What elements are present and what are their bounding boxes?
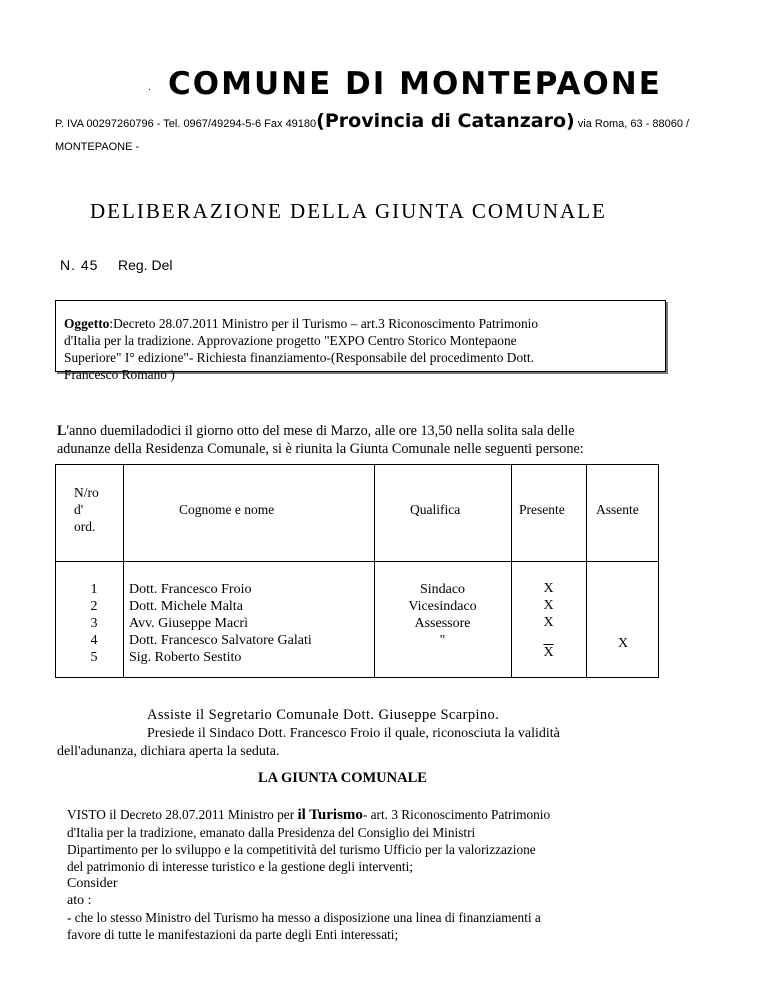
header-num-line: N/ro — [74, 485, 99, 500]
che-text: - che lo stesso Ministro del Turismo ha messo a disposizione una linea di finanziamenti a — [67, 910, 541, 925]
header-num-line: d' — [74, 502, 84, 517]
intro-line: adunanze della Residenza Comunale, si è riunita la Giunta Comunale nelle seguenti persone: — [57, 441, 584, 457]
column-divider — [123, 465, 124, 677]
oggetto-line: Superiore" I° edizione"- Richiesta finanziamento-(Responsabile del procedimento Dott. — [64, 350, 534, 365]
member-name: Dott. Francesco Salvatore Galati — [129, 633, 312, 648]
member-name: Sig. Roberto Sestito — [129, 650, 242, 665]
oggetto-line: Francesco Romano ) — [64, 367, 175, 382]
oggetto-label: Oggetto — [64, 316, 110, 331]
reg-number: N. 45 — [60, 257, 99, 273]
header-num-line: ord. — [74, 519, 96, 534]
member-name: Avv. Giuseppe Macrì — [129, 616, 248, 631]
member-roles — [374, 581, 511, 649]
header-qualifica: Qualifica — [410, 502, 461, 517]
member-role: Sindaco — [419, 582, 466, 597]
info-prefix: P. IVA 00297260796 - Tel. 0967/49294-5-6 Fax 49180 — [55, 118, 317, 130]
oggetto-line: :Decreto 28.07.2011 Ministro per il Turismo – art.3 Riconoscimento Patrimonio — [109, 316, 539, 331]
presente-mark: $\overline{X}$ — [543, 645, 554, 660]
deliberation-body — [67, 806, 667, 943]
row-number: 1 — [90, 582, 98, 597]
header-divider — [56, 561, 658, 562]
oggetto-line: d'Italia per la tradizione. Approvazione progetto "EXPO Centro Storico Montepaone — [64, 333, 517, 348]
header-num — [74, 484, 99, 535]
reg-label: Reg. Del — [118, 257, 173, 273]
municipality-title: COMUNE DI MONTEPAONE — [168, 66, 662, 102]
intro-paragraph — [57, 422, 665, 458]
member-role: Assessore — [414, 616, 471, 631]
visto-text: Dipartimento per lo sviluppo e la competitività del turismo Ufficio per la valorizzazione — [67, 842, 536, 857]
member-name: Dott. Francesco Froio — [129, 582, 252, 597]
che-text: favore di tutte le manifestazioni da parte degli Enti interessati; — [67, 927, 399, 942]
stray-dot: . — [148, 82, 151, 93]
presiede-line: Presiede il Sindaco Dott. Francesco Froio il quale, riconosciuta la validità — [147, 726, 560, 741]
visto-text: - art. 3 Riconoscimento Patrimonio — [362, 807, 551, 822]
header-presente: Presente — [519, 502, 565, 517]
presente-mark: X — [543, 581, 554, 596]
row-number: 4 — [90, 633, 98, 648]
assente-mark: X — [617, 636, 629, 651]
presente-mark: X — [543, 615, 554, 630]
member-name: Dott. Michele Malta — [129, 599, 243, 614]
consider-text: ato : — [67, 893, 92, 908]
consider-text: Consider — [67, 876, 118, 891]
row-numbers — [84, 581, 104, 666]
oggetto-box — [55, 300, 666, 382]
assiste-line: Assiste il Segretario Comunale Dott. Giuseppe Scarpino. — [147, 707, 500, 723]
visto-emphasis: il Turismo — [297, 807, 363, 823]
intro-first-letter: L — [57, 423, 67, 439]
member-role: " — [439, 633, 446, 648]
visto-text: del patrimonio di interesse turistico e la gestione degli interventi; — [67, 859, 413, 874]
attendance-table — [55, 464, 659, 678]
header-info-line-2: MONTEPAONE - — [55, 141, 140, 153]
presente-marks — [511, 580, 586, 631]
presente-mark: X — [543, 598, 554, 613]
visto-text: VISTO il Decreto 28.07.2011 Ministro per — [67, 807, 298, 822]
header-assente: Assente — [596, 502, 639, 517]
info-suffix: via Roma, 63 - 88060 / — [574, 118, 690, 130]
row-number: 3 — [90, 616, 98, 631]
info-province: (Provincia di Catanzaro) — [316, 110, 575, 132]
header-info-line — [55, 110, 689, 132]
document-heading: DELIBERAZIONE DELLA GIUNTA COMUNALE — [90, 199, 607, 223]
header-name: Cognome e nome — [179, 502, 275, 517]
presiede-line: dell'adunanza, dichiara aperta la seduta. — [57, 744, 280, 759]
member-names — [129, 581, 312, 666]
intro-line: 'anno duemiladodici il giorno otto del mese di Marzo, alle ore 13,50 nella solita sala delle — [66, 423, 575, 439]
member-role: Vicesindaco — [408, 599, 477, 614]
row-number: 2 — [90, 599, 98, 614]
giunta-heading: LA GIUNTA COMUNALE — [258, 770, 427, 786]
row-number: 5 — [90, 650, 98, 665]
visto-text: d'Italia per la tradizione, emanato dalla Presidenza del Consiglio dei Ministri — [67, 825, 476, 840]
